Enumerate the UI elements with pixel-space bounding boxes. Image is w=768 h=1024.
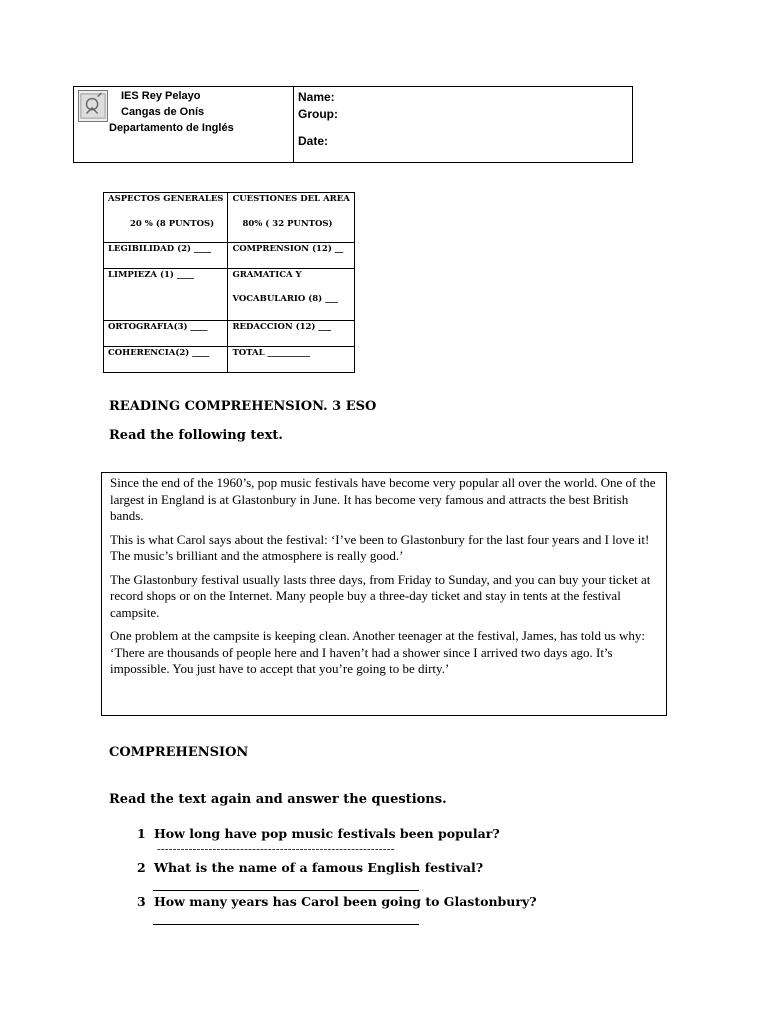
grading-cell [228,269,354,321]
answer-line-3[interactable] [153,924,419,925]
group-field-label: Group: [298,107,338,121]
grading-cell: TOTAL __________ [228,347,354,373]
reading-passage [101,472,667,716]
question-text: What is the name of a famous English festival? [154,860,484,875]
reading-instruction: Read the following text. [109,428,283,443]
passage-paragraph: Since the end of the 1960’s, pop music festivals have become very popular all over the world. One of the largest in England is at Glastonbury in June. It has become very famous and attracts the best British bands. [110,475,656,523]
grading-cell: COMPRENSION (12) __ [228,243,354,269]
question-2 [137,860,483,875]
grading-cell-line: VOCABULARIO (8) ___ [232,294,338,304]
grading-col1-header [104,193,228,243]
school-name: IES Rey Pelayo [121,90,201,102]
question-number: 3 [137,894,146,909]
question-text: How many years has Carol been going to Glastonbury? [154,894,537,909]
answer-line-2[interactable] [153,890,419,891]
date-field-label: Date: [298,134,329,148]
grading-col2-header [228,193,354,243]
header-divider [293,87,294,162]
answer-line-1[interactable]: ------------------------------------------------------------ [157,843,395,855]
grading-col1-title: ASPECTOS GENERALES [108,194,224,204]
grading-cell: REDACCION (12) ___ [228,321,354,347]
grading-col2-sub: 80% ( 32 PUNTOS) [242,219,333,229]
school-department: Departamento de Inglés [109,122,234,134]
grading-cell: COHERENCIA(2) ____ [104,347,228,373]
grading-col2-title: CUESTIONES DEL AREA [232,194,350,204]
question-number: 2 [137,860,146,875]
header-box [73,86,633,163]
comprehension-instruction: Read the text again and answer the questions. [109,792,447,807]
grading-cell: LIMPIEZA (1) ____ [104,269,228,321]
question-number: 1 [137,826,146,841]
passage-paragraph: The Glastonbury festival usually lasts three days, from Friday to Sunday, and you can buy your ticket at record shops or on the Internet. Many people buy a three-day ticket and stay in tents at the festival campsite. [110,571,651,620]
school-town: Cangas de Onís [121,106,205,118]
question-1 [137,826,500,841]
grading-table [103,192,355,373]
grading-col1-sub: 20 % (8 PUNTOS) [130,219,215,229]
school-logo [78,90,108,122]
passage-paragraph: One problem at the campsite is keeping clean. Another teenager at the festival, James, has told us why: ‘There are thousands of people here and I haven’t had a shower since I arrived two days ago. It’s impossible. You just have to accept that you’re going to be dirty.’ [110,628,646,676]
passage-paragraph: This is what Carol says about the festival: ‘I’ve been to Glastonbury for the last four years and I love it! The music’s brilliant and the atmosphere is really good.’ [110,531,650,563]
grading-cell-line: GRAMATICA Y [232,270,302,280]
grading-cell: ORTOGRAFIA(3) ____ [104,321,228,347]
question-text: How long have pop music festivals been popular? [154,826,500,841]
comprehension-heading: COMPREHENSION [109,745,249,760]
grading-cell: LEGIBILIDAD (2) ____ [104,243,228,269]
question-3 [137,894,537,909]
name-field-label: Name: [298,90,335,104]
page-title: READING COMPREHENSION. 3 ESO [109,399,377,414]
